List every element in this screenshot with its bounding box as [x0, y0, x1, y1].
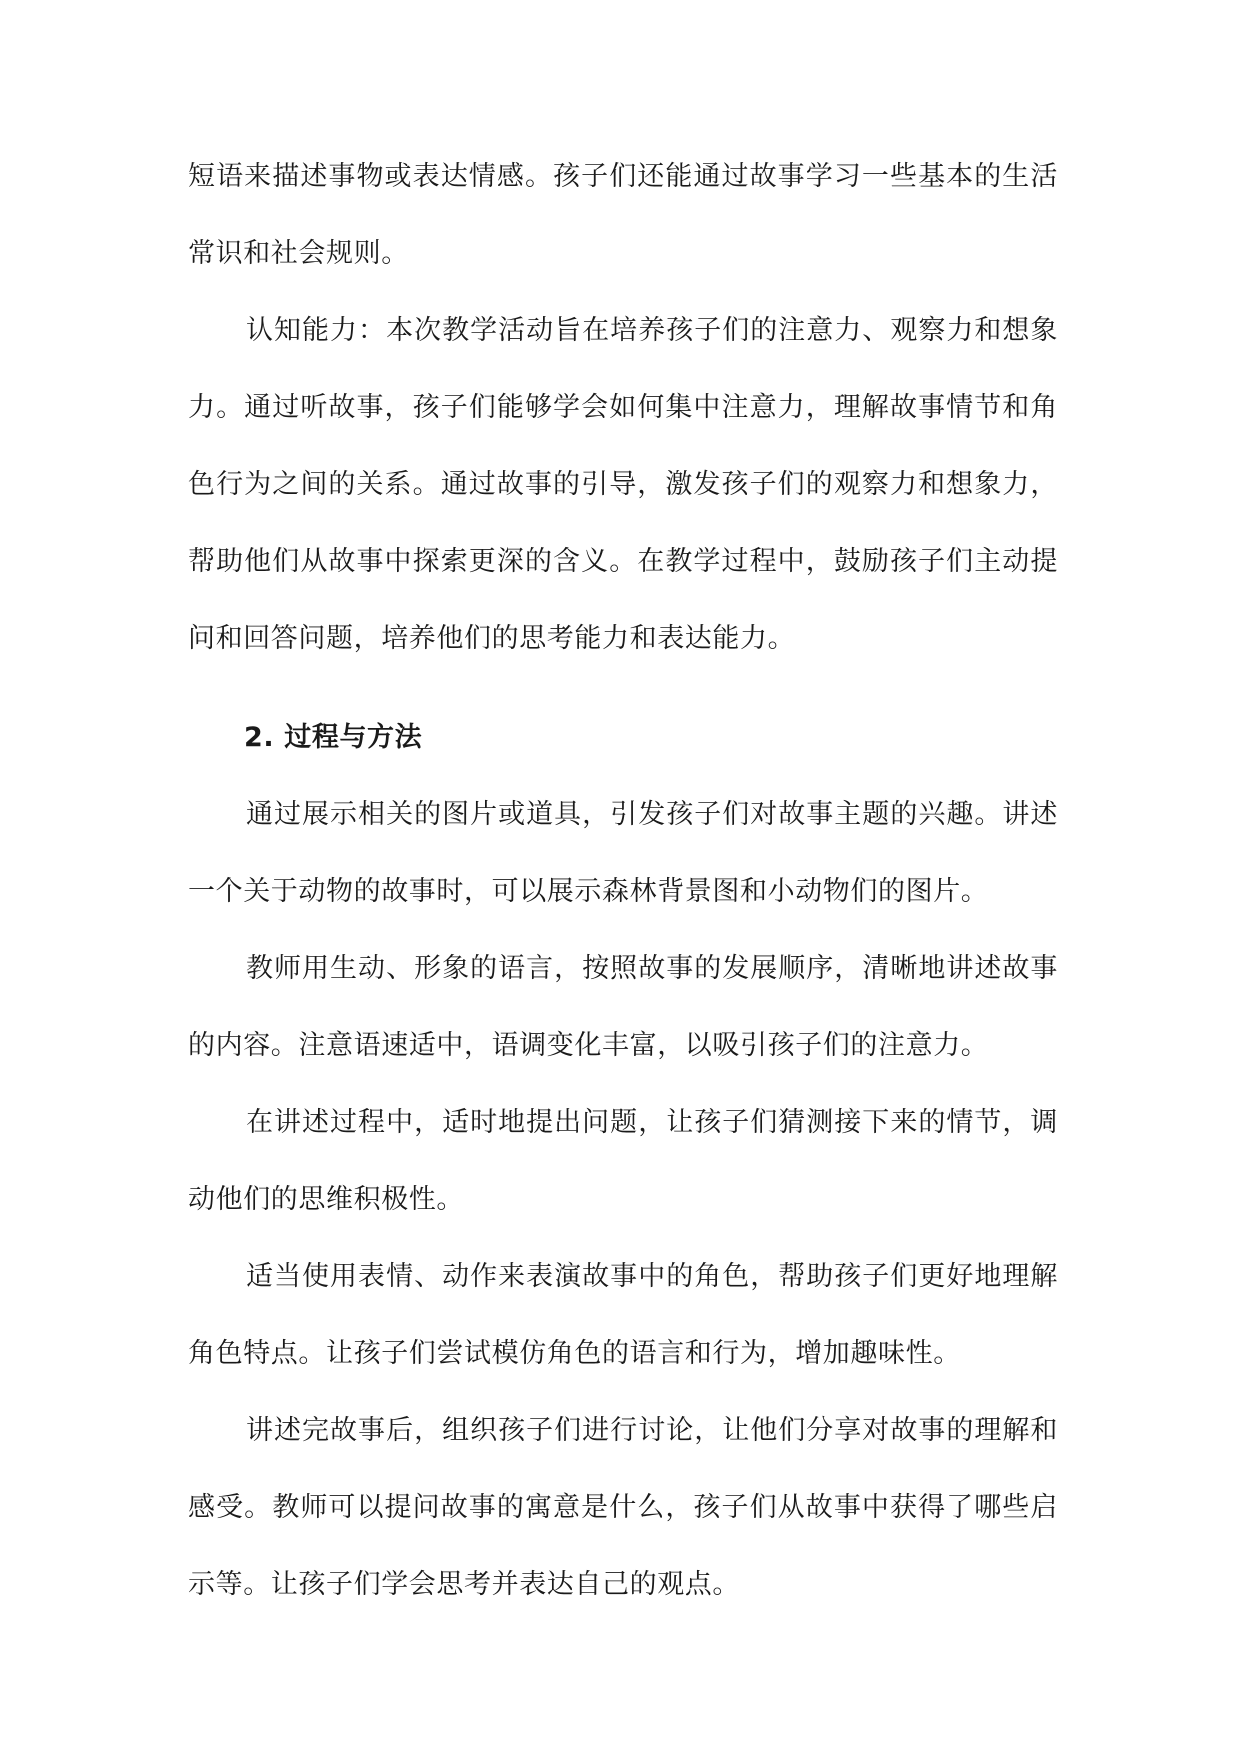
paragraph-show-pictures: 通过展示相关的图片或道具，引发孩子们对故事主题的兴趣。讲述一个关于动物的故事时，可以展示森林背景图和小动物们的图片。 — [188, 799, 1058, 907]
section-heading-process-and-method: 2. 过程与方法 — [244, 722, 423, 753]
document-body — [188, 138, 1058, 1623]
paragraph-continuation: 短语来描述事物或表达情感。孩子们还能通过故事学习一些基本的生活常识和社会规则。 — [188, 161, 1058, 269]
paragraph-cognitive-ability: 认知能力：本次教学活动旨在培养孩子们的注意力、观察力和想象力。通过听故事，孩子们能够学会如何集中注意力，理解故事情节和角色行为之间的关系。通过故事的引导，激发孩子们的观察力和想象力，帮助他们从故事中探索更深的含义。在教学过程中，鼓励孩子们主动提问和回答问题，培养他们的思考能力和表达能力。 — [188, 315, 1058, 654]
paragraph-role-play: 适当使用表情、动作来表演故事中的角色，帮助孩子们更好地理解角色特点。让孩子们尝试模仿角色的语言和行为，增加趣味性。 — [188, 1261, 1058, 1369]
paragraph-discussion: 讲述完故事后，组织孩子们进行讨论，让他们分享对故事的理解和感受。教师可以提问故事的寓意是什么，孩子们从故事中获得了哪些启示等。让孩子们学会思考并表达自己的观点。 — [188, 1415, 1058, 1600]
paragraph-teacher-narration: 教师用生动、形象的语言，按照故事的发展顺序，清晰地讲述故事的内容。注意语速适中，语调变化丰富，以吸引孩子们的注意力。 — [188, 953, 1058, 1061]
paragraph-ask-questions: 在讲述过程中，适时地提出问题，让孩子们猜测接下来的情节，调动他们的思维积极性。 — [188, 1107, 1058, 1215]
